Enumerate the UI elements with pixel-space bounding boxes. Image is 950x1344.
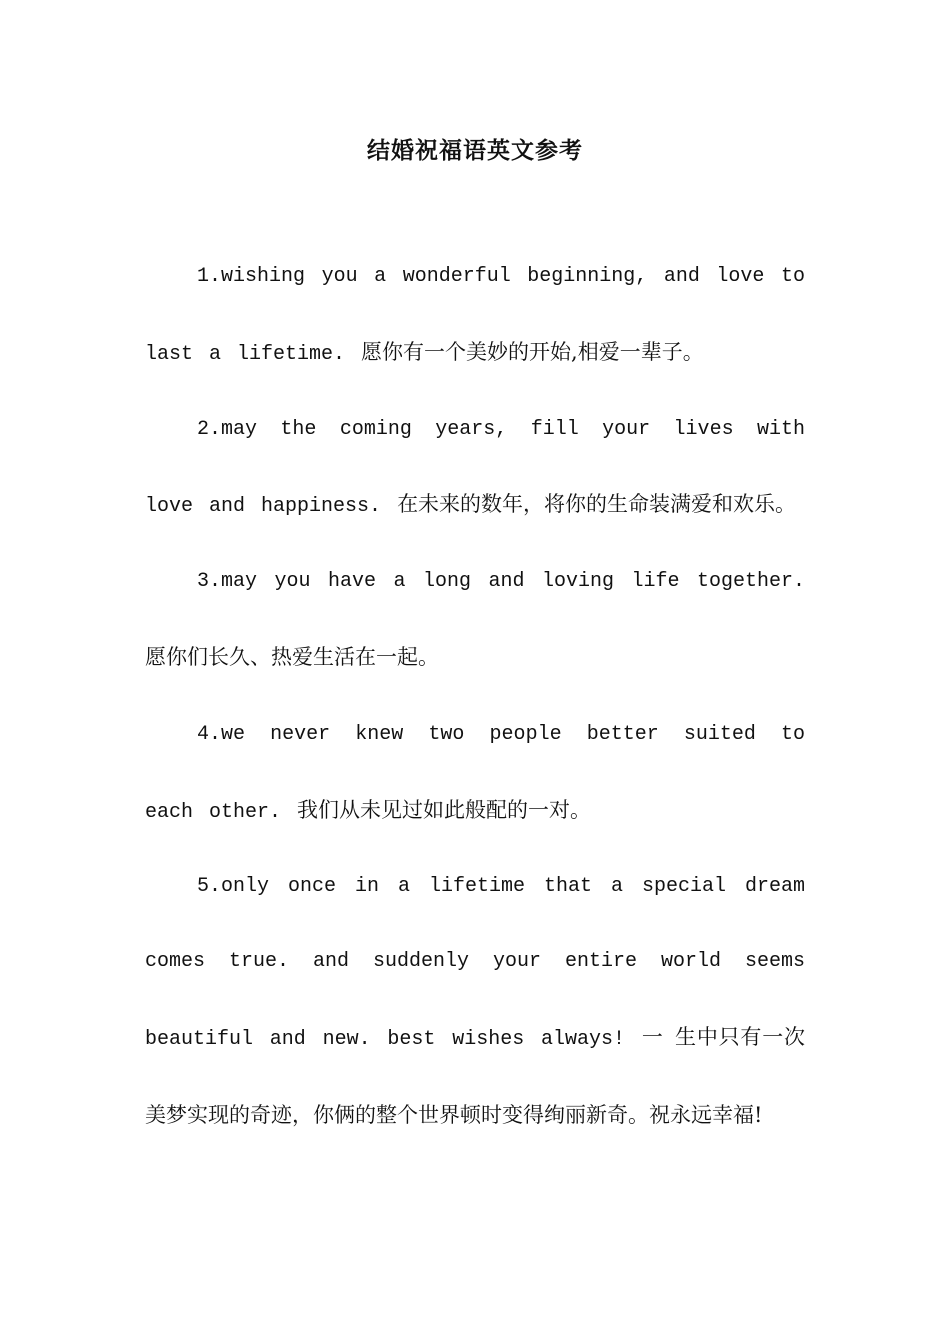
paragraph-3-english: 3.may you have a long and loving life together.	[197, 570, 805, 594]
paragraph-4-chinese: 我们从未见过如此般配的一对。	[297, 797, 592, 822]
document-title: 结婚祝福语英文参考	[367, 137, 583, 164]
paragraph-2-chinese: 在未来的数年，将你的生命装满爱和欢乐。	[397, 492, 797, 517]
document-body	[145, 240, 805, 1156]
paragraph-5-english: 5.only once in a lifetime that a special dream comes true. and suddenly your entire world seems beautiful and new. best wishes always!	[145, 875, 805, 1051]
paragraph-1-english: 1.wishing you a wonderful beginning, and love to last a lifetime.	[145, 265, 805, 366]
paragraph-2	[145, 393, 805, 546]
paragraph-1-chinese: 愿你有一个美妙的开始,相爱一辈子。	[361, 339, 704, 364]
paragraph-4	[145, 698, 805, 851]
paragraph-3	[145, 545, 805, 698]
paragraph-4-english: 4.we never knew two people better suited to each other.	[145, 722, 805, 824]
paragraph-1	[145, 240, 805, 393]
paragraph-2-english: 2.may the coming years, fill your lives with love and happiness.	[145, 417, 805, 519]
paragraph-5-chinese: 一 生中只有一次美梦实现的奇迹，你俩的整个世界顿时变得绚丽新奇。祝永远幸福!	[145, 1024, 805, 1127]
paragraph-5	[145, 850, 805, 1155]
paragraph-3-chinese: 愿你们长久、热爱生活在一起。	[145, 644, 439, 669]
